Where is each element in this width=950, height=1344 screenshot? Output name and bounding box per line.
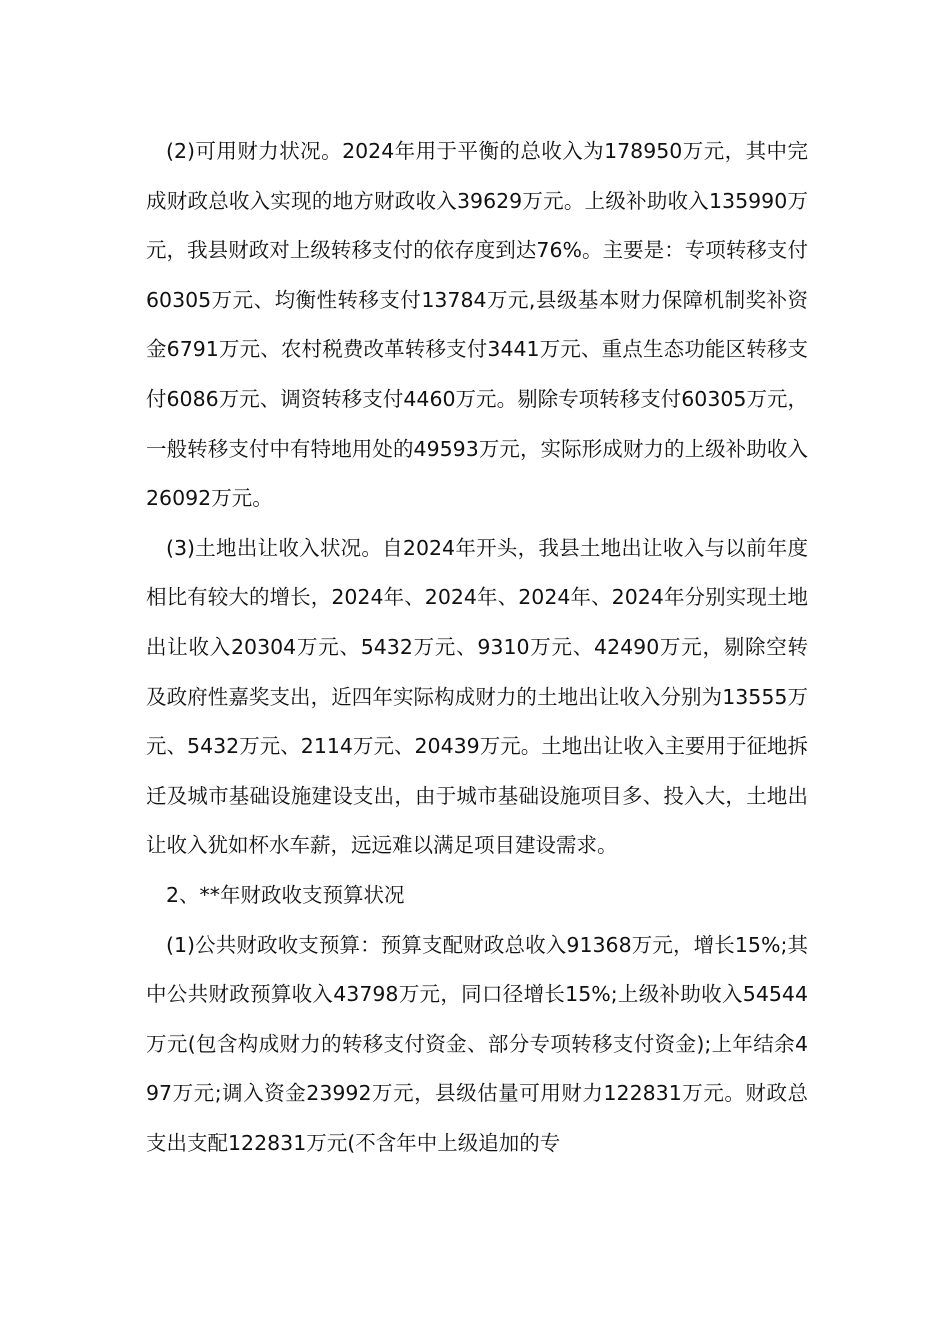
paragraph-land-transfer-income: (3)土地出让收入状况。自2024年开头，我县土地出让收入与以前年度相比有较大的增长，2024年、2024年、2024年、2024年分别实现土地出让收入20304万元、5432万元、9310万元、42490万元，剔除空转及政府性嘉奖支出，近四年实际构成财力的土地出让收入分别为13555万元、5432万元、2114万元、20439万元。土地出让收入主要用于征地拆迁及城市基础设施建设支出，由于城市基础设施项目多、投入大，土地出让收入犹如杯水车薪，远远难以满足项目建设需求。: [146, 535, 808, 858]
paragraph-available-funds: (2)可用财力状况。2024年用于平衡的总收入为178950万元，其中完成财政总收入实现的地方财政收入39629万元。上级补助收入135990万元，我县财政对上级转移支付的依存度到达76%。主要是：专项转移支付60305万元、均衡性转移支付13784万元,县级基本财力保障机制奖补资金6791万元、农村税费改革转移支付3441万元、重点生态功能区转移支付6086万元、调资转移支付4460万元。剔除专项转移支付60305万元，一般转移支付中有特地用处的49593万元，实际形成财力的上级补助收入26092万元。: [146, 139, 808, 511]
paragraph-public-budget: (1)公共财政收支预算：预算支配财政总收入91368万元，增长15%;其中公共财政预算收入43798万元，同口径增长15%;上级补助收入54544万元(包含构成财力的转移支付资金、部分专项转移支付资金);上年结余497万元;调入资金23992万元，县级估量可用财力122831万元。财政总支出支配122831万元(不含年中上级追加的专: [146, 932, 808, 1155]
document-body: [146, 127, 808, 1168]
section-heading-budget: 2、**年财政收支预算状况: [166, 882, 405, 907]
